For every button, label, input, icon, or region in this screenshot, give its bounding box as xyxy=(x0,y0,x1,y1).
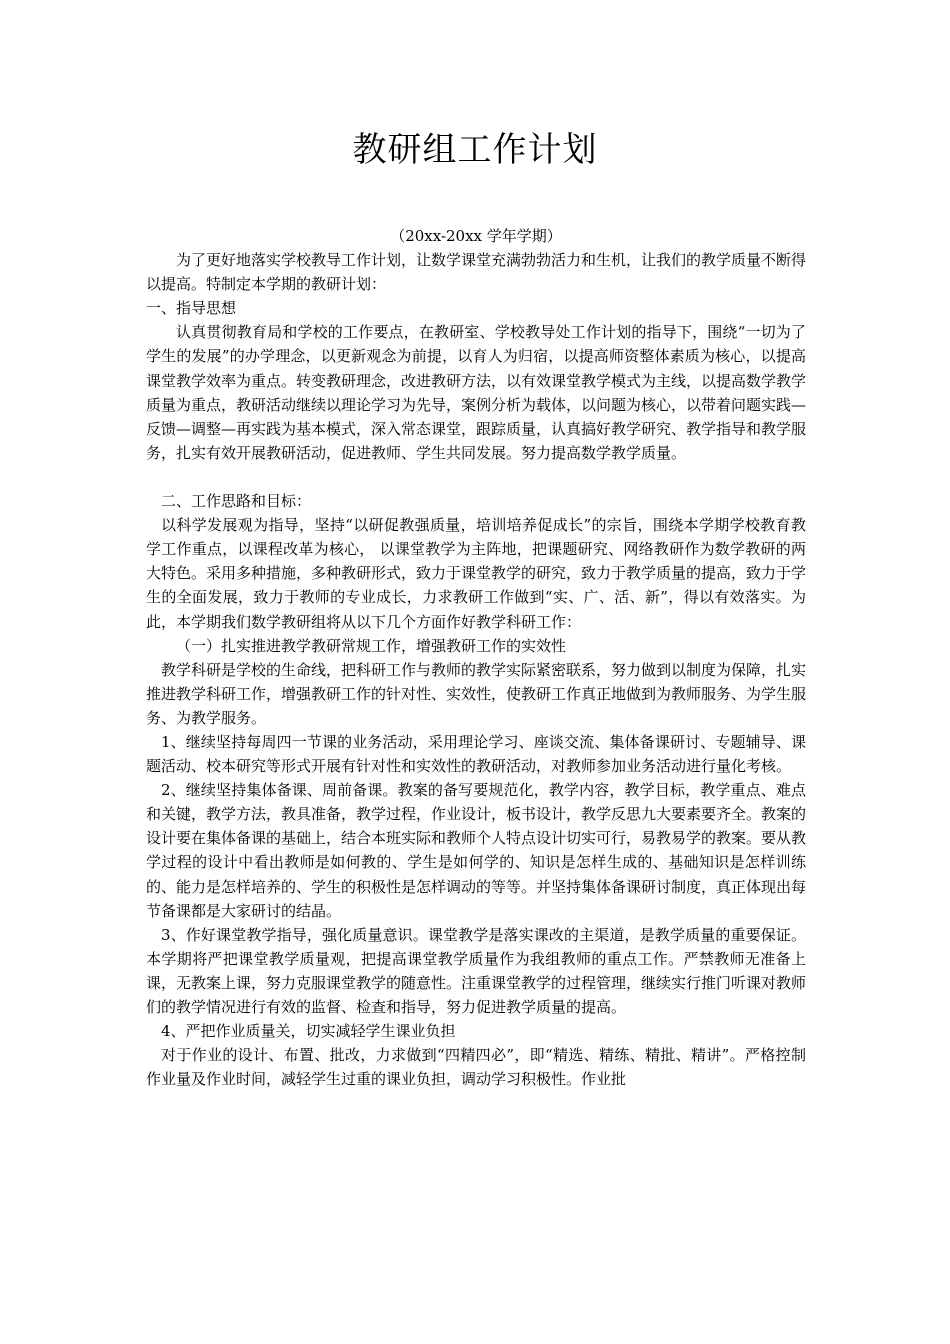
item-1-paragraph: 1、继续坚持每周四一节课的业务活动，采用理论学习、座谈交流、集体备课研讨、专题辅导、课题活动、校本研究等形式开展有针对性和实效性的教研活动，对教师参加业务活动进行量化考核。 xyxy=(146,732,806,776)
item-3-paragraph: 3、作好课堂教学指导，强化质量意识。课堂教学是落实课改的主渠道，是教学质量的重要保证。本学期将严把课堂教学质量观，把提高课堂教学质量作为我组教师的重点工作。严禁教师无准备上课，无教案上课，努力克服课堂教学的随意性。注重课堂教学的过程管理，继续实行推门听课对教师们的教学情况进行有效的监督、检查和指导，努力促进教学质量的提高。 xyxy=(146,925,807,1016)
subsection-heading-1: （一）扎实推进教学教研常规工作，增强教研工作的实效性 xyxy=(176,636,567,655)
intro-paragraph: 为了更好地落实学校教导工作计划，让数学课堂充满勃勃活力和生机，让我们的教学质量不断得以提高。特制定本学期的教研计划： xyxy=(146,251,807,294)
document-title: 教研组工作计划 xyxy=(352,130,598,170)
blank-line xyxy=(146,465,806,489)
item-2-paragraph: 2、继续坚持集体备课、周前备课。教案的备写要规范化，教学内容，教学目标，教学重点、难点和关键，教学方法，教具准备，教学过程，作业设计，板书设计，教学反思九大要素要齐全。教案的设计要在集体备课的基础上，结合本班实际和教师个人特点设计切实可行，易教易学的教案。要从教学过程的设计中看出教师是如何教的、学生是如何学的、知识是怎样生成的、基础知识是怎样训练的、能力是怎样培养的、学生的积极性是怎样调动的等等。并坚持集体备课研讨制度，真正体现出每节备课都是大家研讨的结晶。 xyxy=(146,781,807,920)
item-4-paragraph: 对于作业的设计、布置、批改，力求做到“四精四必”，即“精选、精练、精批、精讲”。严格控制作业量及作业时间，减轻学生过重的课业负担，调动学习积极性。作业批 xyxy=(146,1046,806,1089)
document-body xyxy=(146,224,806,1091)
document-subtitle: （20xx-20xx 学年学期） xyxy=(390,227,562,245)
guiding-thought-paragraph: 认真贯彻教育局和学校的工作要点，在教研室、学校教导处工作计划的指导下，围绕“一切为了学生的发展”的办学理念，以更新观念为前提，以育人为归宿，以提高师资整体素质为核心，以提高课堂教学效率为重点。转变教研理念，改进教研方法，以有效课堂教学模式为主线，以提高数学教学质量为重点，教研活动继续以理论学习为先导，案例分析为载体，以问题为核心，以带着问题实践—反馈—调整—再实践为基本模式，深入常态课堂，跟踪质量，认真搞好教学研究、教学指导和教学服务，扎实有效开展教研活动，促进教师、学生共同发展。努力提高数学教学质量。 xyxy=(146,323,807,462)
work-ideas-paragraph: 以科学发展观为指导，坚持“以研促教强质量，培训培养促成长”的宗旨，围绕本学期学校教育教学工作重点，以课程改革为核心， 以课堂教学为主阵地，把课题研究、网络教研作为数学教研的两大特色。采用多种措施，多种教研形式，致力于课堂教学的研究，致力于教学质量的提高，致力于学生的全面发展，致力于教师的专业成长，力求教研工作做到“实、广、活、新”，得以有效落实。为此，本学期我们数学教研组将从以下几个方面作好教学科研工作： xyxy=(146,516,807,631)
section-heading-work-ideas: 二、工作思路和目标： xyxy=(161,492,312,511)
item-4-heading: 4、严把作业质量关，切实减轻学生课业负担 xyxy=(161,1022,456,1041)
subsection-1-paragraph: 教学科研是学校的生命线，把科研工作与教师的教学实际紧密联系，努力做到以制度为保障，扎实推进教学科研工作，增强教研工作的针对性、实效性，使教研工作真正地做到为教师服务、为学生服务、为教学服务。 xyxy=(146,660,807,727)
section-heading-guiding-thought: 一、指导思想 xyxy=(146,299,237,318)
